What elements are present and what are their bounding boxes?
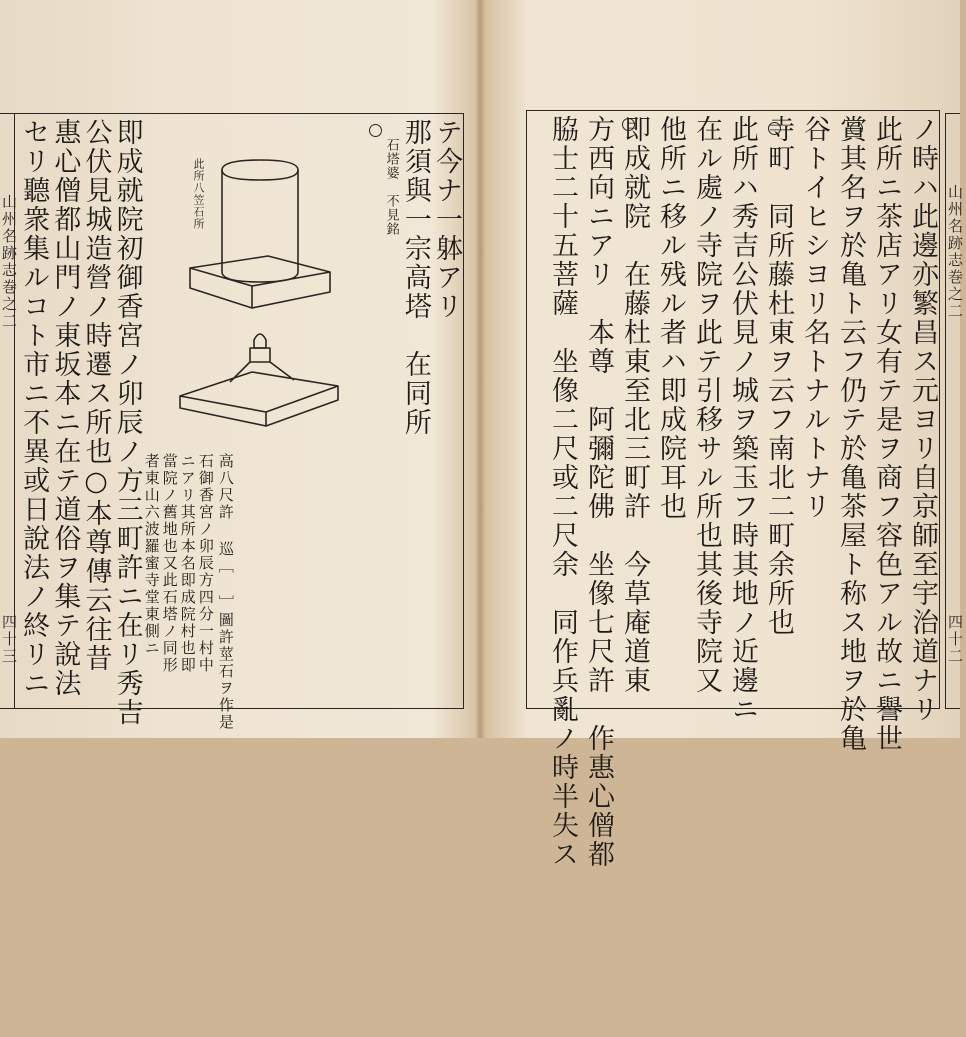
text-column: 惠心僧都山門ノ東坂本ニ在テ道俗ヲ集テ說法	[49, 118, 81, 698]
right-page	[484, 0, 964, 869]
text-column: 谷トイヒシヨリ名トナルトナリ	[799, 115, 830, 521]
annotation-column: 高八尺許 巡［ ］圖許莖石ヲ作是	[216, 453, 235, 731]
annotation-column: 者東山六波羅蜜寺堂東側ニ	[142, 453, 161, 657]
left-margin-tab	[0, 113, 18, 709]
circle-mark	[622, 118, 635, 131]
right-margin-title: 山州名跡志巻之二	[946, 184, 964, 320]
right-text-area	[528, 115, 938, 869]
circle-mark	[369, 124, 382, 137]
text-column: 脇士二十五菩薩 坐像二尺或二尺余 同作兵亂ノ時半失ス	[547, 115, 578, 869]
right-folio: 四十二	[946, 614, 964, 665]
text-column: ノ時ハ此邊亦繁昌ス元ヨリ自京師至宇治道ナリ	[907, 115, 938, 724]
left-page	[0, 0, 478, 738]
text-column: 公伏見城造營ノ時遷ス所也○本尊傳云往昔	[80, 118, 112, 673]
left-margin-title: 山州名跡志巻之二	[0, 194, 18, 330]
text-column: 方西向ニアリ 本尊 阿彌陀佛 坐像七尺許 作惠心僧都	[583, 115, 614, 869]
circle-mark	[850, 122, 863, 135]
text-column: 寺町 同所藤杜東ヲ云フ南北二町余所也	[763, 115, 794, 637]
annotation-column: 當院ノ舊地也又此石塔ノ同形	[160, 453, 179, 674]
text-column: 此所ハ秀吉公伏見ノ城ヲ築玉フ時其地ノ近邊ニ	[727, 115, 758, 724]
text-column: 即成就院初御香宮ノ卯辰ノ方三町許ニ在リ秀吉	[111, 118, 143, 727]
left-folio: 四十三	[0, 614, 18, 665]
right-margin-tab	[945, 113, 964, 709]
text-column: 他所ニ移ル残ル者ハ即成院耳也	[655, 115, 686, 521]
illustration-label: 此所八笠石所	[192, 158, 205, 230]
text-column: セリ聽衆集ルコト市ニ不異或日說法ノ終リニ	[18, 118, 50, 698]
text-column: 即成就院 在藤杜東至北三町許 今草庵道東	[619, 115, 650, 695]
text-column: 賞其名ヲ於亀ト云フ仍テ於亀茶屋ト称ス地ヲ於亀	[835, 115, 866, 753]
text-column: テ今ナ一躰アリ	[431, 118, 462, 321]
text-column: 此所ニ茶店アリ女有テ是ヲ商フ容色アル故ニ譽世	[871, 115, 902, 753]
text-column: 在ル處ノ寺院ヲ此テ引移サル所也其後寺院又	[691, 115, 722, 695]
circle-mark	[768, 122, 781, 135]
annotation-column: 石御香宮ノ卯辰方四分一村中	[196, 453, 215, 674]
annotation-column: ニアリ其所本名即成院村也即	[178, 453, 197, 674]
text-column: 石塔婆 不見銘	[383, 138, 399, 236]
text-column: 那須與一宗高塔 在同所	[399, 118, 431, 437]
